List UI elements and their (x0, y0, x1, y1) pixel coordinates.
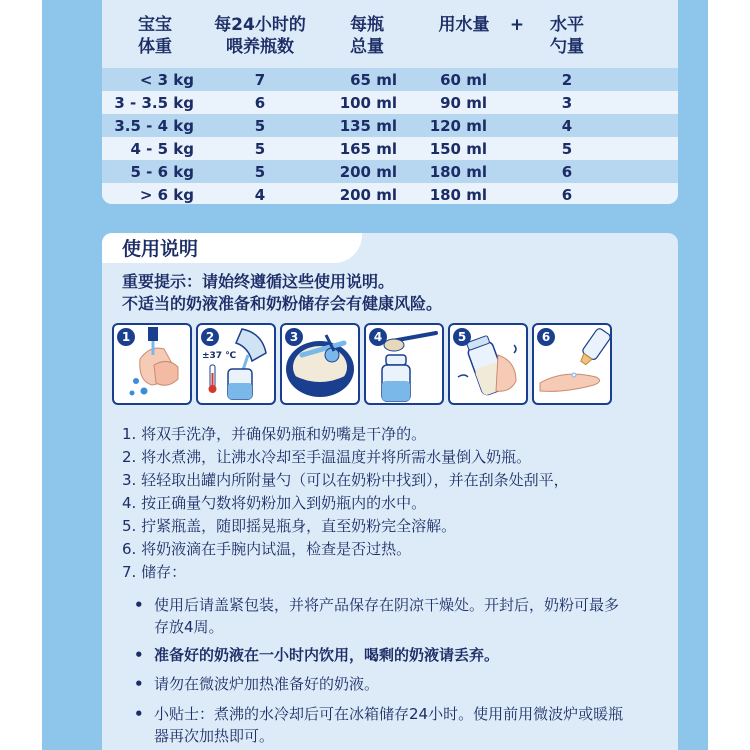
header-weight (120, 14, 190, 58)
instructions-panel (102, 233, 678, 750)
cell-volume: 65 ml (350, 71, 397, 89)
cell-water: 120 ml (429, 117, 487, 135)
step-tile-4 (364, 323, 444, 405)
cell-scoops: 2 (561, 71, 573, 89)
header-feeds-line1: 每24小时的 (214, 15, 306, 35)
warning-line-2: 不适当的奶液准备和奶粉储存会有健康风险。 (122, 294, 443, 313)
step-number-5: 5 (453, 328, 471, 346)
temperature-label: ±37 ℃ (202, 351, 237, 361)
step-number-2: 2 (201, 328, 219, 346)
cell-water: 180 ml (429, 163, 487, 181)
table-row (102, 91, 678, 114)
storage-item-4 (134, 703, 634, 747)
table-row (102, 183, 678, 204)
cell-scoops: 6 (561, 186, 573, 204)
cell-volume: 165 ml (339, 140, 397, 158)
page-background (42, 0, 708, 750)
table-row (102, 137, 678, 160)
feeding-table (102, 0, 678, 204)
step-tile-6 (532, 323, 612, 405)
bullet-dot: • (134, 675, 144, 693)
storage-text-3: 请勿在微波炉加热准备好的奶液。 (154, 675, 380, 693)
step-number-3: 3 (285, 328, 303, 346)
table-row (102, 160, 678, 183)
step-tile-2 (196, 323, 276, 405)
header-weight-line2: 体重 (138, 37, 172, 57)
cell-volume: 135 ml (339, 117, 397, 135)
step-tile-3 (280, 323, 360, 405)
instructions-title-band (102, 233, 362, 263)
header-volume-line2: 总量 (350, 37, 384, 57)
cell-water: 150 ml (429, 140, 487, 158)
cell-feeds: 7 (254, 71, 266, 89)
cell-feeds: 5 (254, 140, 266, 158)
storage-text-2: 准备好的奶液在一小时内饮用，喝剩的奶液请丢弃。 (154, 646, 500, 664)
bullet-dot: • (134, 646, 144, 664)
table-row (102, 114, 678, 137)
cell-volume: 200 ml (339, 186, 397, 204)
header-scoops-line1: 水平 (550, 15, 584, 35)
instruction-step-1: 1. 将双手洗净，并确保奶瓶和奶嘴是干净的。 (122, 425, 427, 443)
warning-line-1: 重要提示：请始终遵循这些使用说明。 (122, 272, 395, 291)
step-number-6: 6 (537, 328, 555, 346)
cell-weight: 5 - 6 kg (130, 163, 194, 181)
step-number-4: 4 (369, 328, 387, 346)
cell-weight: > 6 kg (139, 186, 194, 204)
cell-weight: < 3 kg (139, 71, 194, 89)
header-volume (337, 14, 397, 58)
instruction-step-6: 6. 将奶液滴在手腕内试温，检查是否过热。 (122, 540, 412, 558)
storage-item-2 (134, 644, 634, 666)
cell-feeds: 5 (254, 163, 266, 181)
cell-scoops: 6 (561, 163, 573, 181)
header-volume-line1: 每瓶 (350, 15, 384, 35)
cell-feeds: 5 (254, 117, 266, 135)
header-scoops (542, 14, 592, 58)
header-feeds-line2: 喂养瓶数 (226, 37, 294, 57)
step-number-1: 1 (117, 328, 135, 346)
instruction-step-3: 3. 轻轻取出罐内所附量勺（可以在奶粉中找到），并在刮条处刮平， (122, 471, 569, 489)
step-illustrations (112, 323, 672, 405)
step-tile-1 (112, 323, 192, 405)
cell-weight: 3.5 - 4 kg (114, 117, 194, 135)
header-plus: + (509, 15, 525, 35)
storage-item-3 (134, 673, 634, 695)
cell-water: 60 ml (440, 71, 487, 89)
instructions-title: 使用说明 (122, 238, 199, 260)
cell-water: 180 ml (429, 186, 487, 204)
instruction-step-7: 7. 储存： (122, 563, 187, 581)
cell-weight: 3 - 3.5 kg (114, 94, 194, 112)
cell-volume: 100 ml (339, 94, 397, 112)
cell-feeds: 4 (254, 186, 266, 204)
instruction-step-2: 2. 将水煮沸，让沸水冷却至手温温度并将所需水量倒入奶瓶。 (122, 448, 532, 466)
cell-scoops: 3 (561, 94, 573, 112)
storage-text-4: 小贴士：煮沸的水冷却后可在冰箱储存24小时。使用前用微波炉或暖瓶器再次加热即可。 (154, 705, 624, 745)
cell-water: 90 ml (440, 94, 487, 112)
step-tile-5 (448, 323, 528, 405)
header-scoops-line2: 勺量 (550, 37, 584, 57)
cell-scoops: 5 (561, 140, 573, 158)
header-water: 用水量 (438, 15, 490, 35)
cell-feeds: 6 (254, 94, 266, 112)
cell-volume: 200 ml (339, 163, 397, 181)
storage-text-1: 使用后请盖紧包装，并将产品保存在阴凉干燥处。开封后，奶粉可最多存放4周。 (154, 596, 620, 636)
header-feeds (202, 14, 318, 58)
header-weight-line1: 宝宝 (138, 15, 172, 35)
bullet-dot: • (134, 596, 144, 614)
table-header (102, 0, 678, 68)
cell-weight: 4 - 5 kg (130, 140, 194, 158)
table-row (102, 68, 678, 91)
instruction-step-5: 5. 拧紧瓶盖，随即摇晃瓶身，直至奶粉完全溶解。 (122, 517, 457, 535)
cell-scoops: 4 (561, 117, 573, 135)
storage-item-1 (134, 594, 634, 638)
bullet-dot: • (134, 705, 144, 723)
instruction-step-4: 4. 按正确量勺数将奶粉加入到奶瓶内的水中。 (122, 494, 427, 512)
